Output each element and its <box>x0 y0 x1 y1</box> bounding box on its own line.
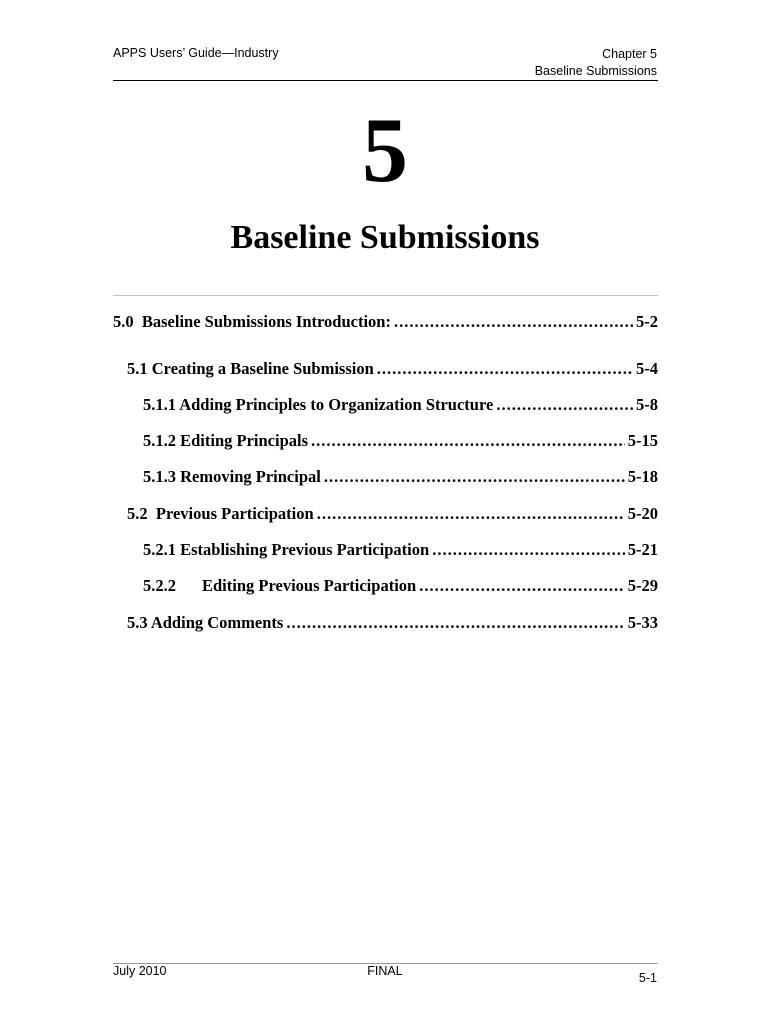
toc-entry-text <box>143 393 493 417</box>
toc-entry[interactable] <box>143 574 658 598</box>
toc-entry[interactable] <box>127 502 658 526</box>
toc-entry-label: Removing Principal <box>180 467 321 486</box>
toc-entry[interactable] <box>127 611 658 635</box>
toc-entry-page: 5-21 <box>627 540 658 559</box>
toc-leader-dots <box>394 310 633 334</box>
toc-entry[interactable] <box>127 357 658 381</box>
footer-date: July 2010 <box>113 964 167 978</box>
toc-leader-dots <box>324 465 625 489</box>
chapter-title: Baseline Submissions <box>230 219 540 256</box>
toc-entry-number: 5.2 <box>127 504 148 523</box>
toc-entry-page: 5-2 <box>636 312 658 331</box>
toc-entry-label: Editing Principals <box>180 431 309 450</box>
toc-entry[interactable] <box>143 393 658 417</box>
toc-entry-text <box>127 502 314 526</box>
toc-entry-number: 5.3 <box>127 613 148 632</box>
toc-entry-label: Establishing Previous Participation <box>180 540 430 559</box>
toc-entry-number: 5.2.2 <box>143 576 176 595</box>
footer-status: FINAL <box>367 964 403 978</box>
toc-entry-text <box>143 429 308 453</box>
toc-leader-dots <box>377 357 633 381</box>
header-guide-title: APPS Users’ Guide—Industry <box>113 46 279 60</box>
header-rule <box>113 80 658 81</box>
toc-entry-text <box>143 465 321 489</box>
toc-entry-page: 5-15 <box>627 431 658 450</box>
toc-entry-number: 5.1.1 <box>143 395 176 414</box>
header-chapter-title: Baseline Submissions <box>534 64 657 78</box>
toc-leader-dots <box>432 538 625 562</box>
toc-leader-dots <box>311 429 625 453</box>
toc-entry-label: Editing Previous Participation <box>202 576 417 595</box>
toc-entry-text <box>113 310 391 334</box>
toc-entry-label: Previous Participation <box>155 504 314 523</box>
toc-entry[interactable] <box>113 310 658 334</box>
footer-page-number: 5-1 <box>638 971 657 985</box>
toc-entry-label: Adding Comments <box>150 613 284 632</box>
toc-entry-text <box>143 574 416 598</box>
toc-leader-dots <box>286 611 624 635</box>
toc-entry-number: 5.1.2 <box>143 431 176 450</box>
chapter-number: 5 <box>362 99 408 201</box>
toc-entry[interactable] <box>143 538 658 562</box>
toc-entry-page: 5-33 <box>627 613 658 632</box>
toc-entry-page: 5-29 <box>627 576 658 595</box>
toc-entry-page: 5-20 <box>627 504 658 523</box>
toc-entry-number: 5.2.1 <box>143 540 176 559</box>
toc-entry-number: 5.1.3 <box>143 467 176 486</box>
header-chapter-info <box>535 46 657 80</box>
toc-entry-page: 5-8 <box>636 395 658 414</box>
toc-entry-text <box>127 611 283 635</box>
toc-leader-dots <box>419 574 625 598</box>
toc-entry-text <box>143 538 429 562</box>
toc-entry-label: Baseline Submissions Introduction: <box>141 312 391 331</box>
toc-entry-number: 5.0 <box>113 312 134 331</box>
toc-entry-text <box>127 357 374 381</box>
toc-entry[interactable] <box>143 429 658 453</box>
toc-entry-label: Creating a Baseline Submission <box>151 359 374 378</box>
title-rule <box>113 295 658 296</box>
toc-entry-page: 5-4 <box>636 359 658 378</box>
toc-leader-dots <box>317 502 625 526</box>
toc-entry-number: 5.1 <box>127 359 148 378</box>
toc-leader-dots <box>496 393 633 417</box>
header-chapter-number: Chapter 5 <box>602 47 657 61</box>
toc-entry[interactable] <box>143 465 658 489</box>
toc-entry-label: Adding Principles to Organization Structure <box>179 395 494 414</box>
toc-entry-page: 5-18 <box>627 467 658 486</box>
